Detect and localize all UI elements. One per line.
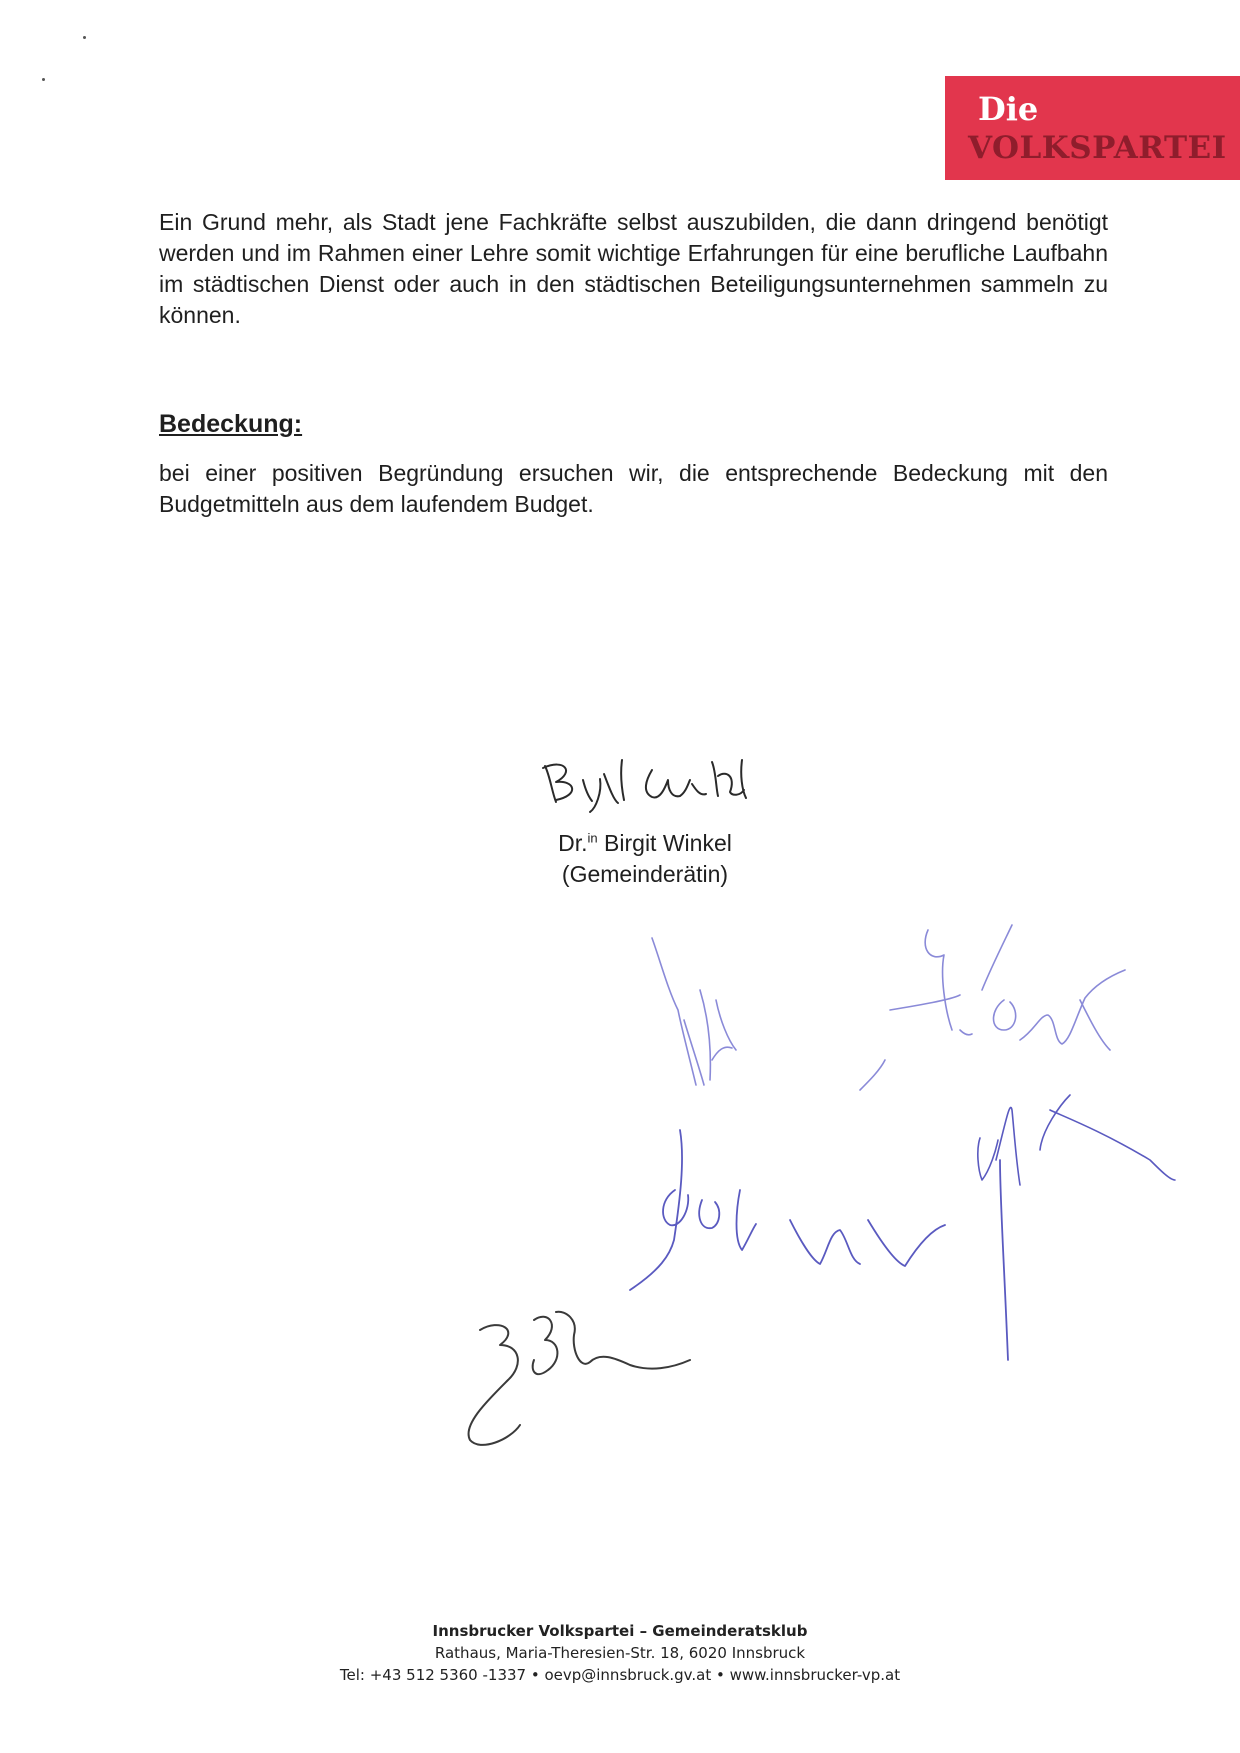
logo-text-line1: Die [978, 90, 1039, 128]
signatory-name-prefix: Dr. [558, 830, 588, 856]
signature-blue-4 [978, 1095, 1175, 1185]
intro-paragraph: Ein Grund mehr, als Stadt jene Fachkräfte selbst auszubilden, die dann dringend benötigt werden und im Rahmen einer Lehre somit wichtige Erfahrungen für eine berufliche Laufbahn im städtischen Dienst oder auch in den städtischen Beteiligungsunternehmen sammeln zu können. [159, 209, 1108, 328]
footer-contact: Tel: +43 512 5360 -1337 • oevp@innsbruck.gv.at • www.innsbrucker-vp.at [339, 1666, 901, 1684]
signatory-name-suffix: in [587, 830, 598, 846]
coverage-paragraph: bei einer positiven Begründung ersuchen wir, die entsprechende Bedeckung mit den Budgetmitteln aus dem laufendem Budget. [159, 460, 1108, 517]
signatory-name-text: Birgit Winkel [604, 830, 732, 856]
signature-blue-2 [860, 925, 1125, 1090]
coverage-heading: Bedeckung: [159, 410, 303, 438]
page-footer [0, 1620, 1240, 1686]
signatory-role: (Gemeinderätin) [561, 861, 729, 887]
signatory-name [500, 828, 790, 859]
signatory-block [500, 828, 790, 890]
logo-text-line2: VOLKSPARTEI [968, 130, 1227, 166]
footer-title: Innsbrucker Volkspartei – Gemeinderatsklub [432, 1622, 808, 1640]
signature-black-bottom [469, 1312, 690, 1445]
footer-address: Rathaus, Maria-Theresien-Str. 18, 6020 Innsbruck [434, 1644, 806, 1662]
signature-blue-3 [630, 1130, 1008, 1360]
signature-blue-1 [652, 938, 736, 1085]
signature-birgit-winkel [543, 760, 746, 812]
